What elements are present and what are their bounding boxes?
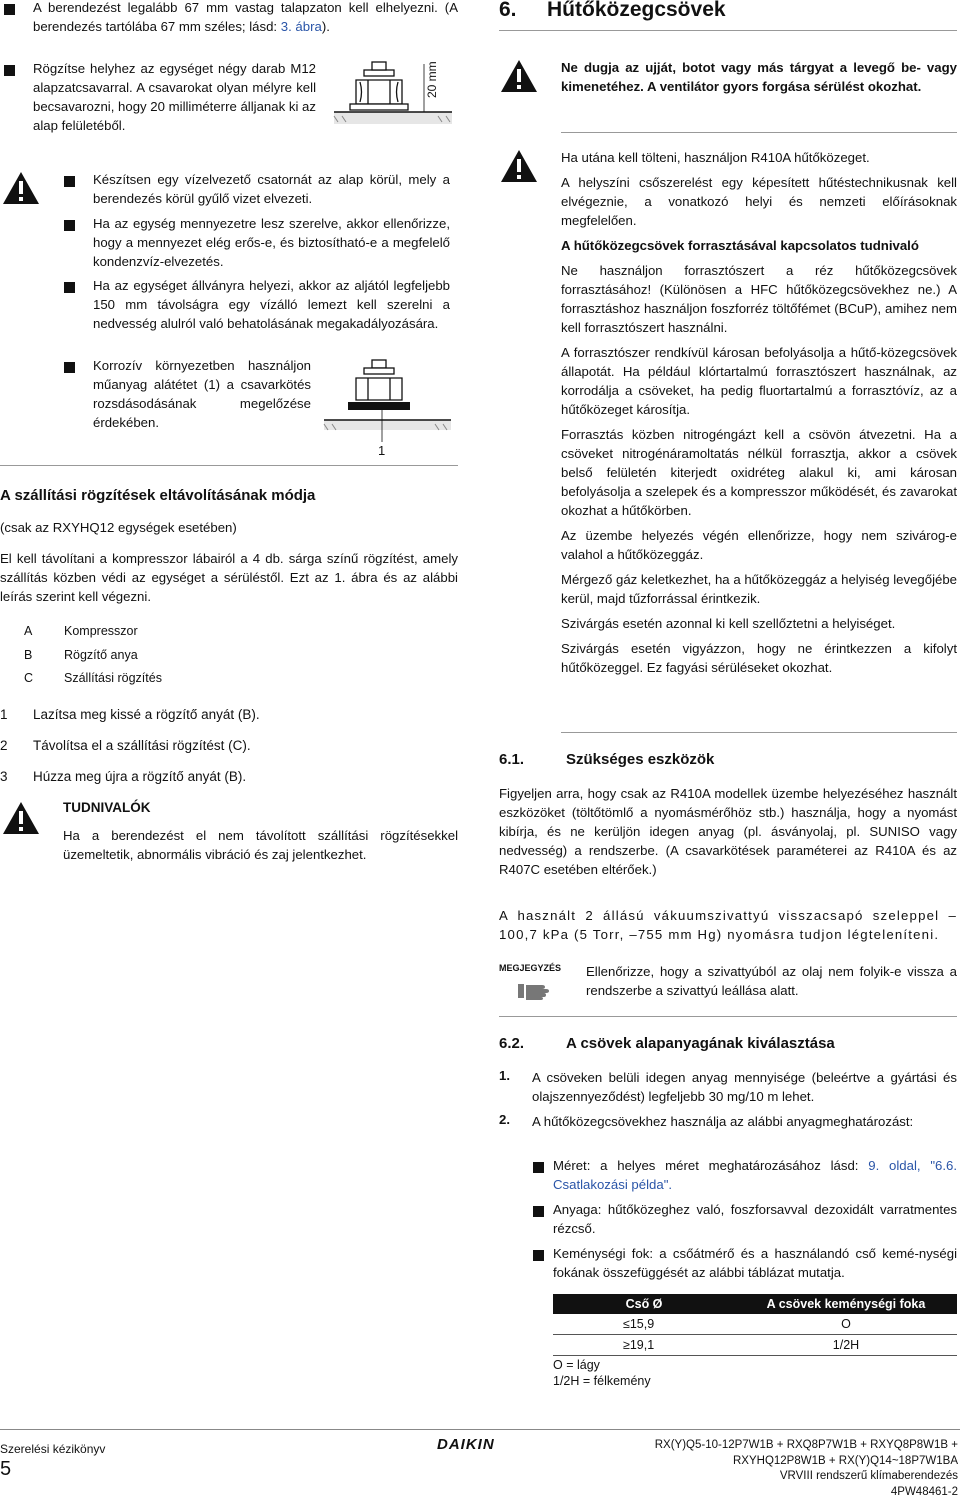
table-row: ≤15,9 O <box>553 1314 957 1335</box>
figure-callout-1: 1 <box>378 443 386 458</box>
warn-bullet-1: Készítsen egy vízelvezető csatornát az alap körül, mely a berendezés körül gyűlő vizet elvezeti. <box>93 172 450 206</box>
step-item: 3 Húzza meg újra a rögzítő anyát (B). <box>0 769 247 784</box>
left-bullet-2: Rögzítse helyhez az egységet négy darab M12 alapzatcsavarral. A csavarokat olyan mélyre kell becsavarozni, hogy 20 milliméterre álljanak ki az alap felületéből. <box>33 61 316 133</box>
divider <box>499 1016 957 1017</box>
list-number: 1. <box>499 1068 510 1083</box>
warn-bullet-4: Korrozív környezetben használjon műanyag alátétet (1) a csavarkötés rozsdásodásának megelőzése érdekében. <box>93 358 311 430</box>
note-text: Ha a berendezést el nem távolított szállítási rögzítésekkel üzemeltetik, abnormális vibráció és zaj jelentkezhet. <box>63 828 458 862</box>
warning-icon <box>2 170 40 206</box>
bullet-square <box>64 282 75 293</box>
bullet-square <box>4 4 15 15</box>
section-6-1-title: Szükséges eszközök <box>566 751 715 768</box>
vacuum-pump-text: A használt 2 állású vákuumszivattyú visszacsapó szeleppel –100,7 kPa (5 Torr, –755 mm Hg) nyomásra tudjon légteleníteni. <box>499 908 957 942</box>
table-legend-soft: O = lágy <box>553 1358 600 1372</box>
section-number: 6. <box>499 0 517 21</box>
footer-model-info: RX(Y)Q5-10-12P7W1B + RXQ8P7W1B + RXYQ8P8W1B + RXYHQ12P8W1B + RX(Y)Q14~18P7W1BA VRVIII rendszerű klímaberendezés 4PW48461-2 <box>654 1439 958 1498</box>
bullet-square <box>533 1250 544 1261</box>
section-heading-shipping: A szállítási rögzítések eltávolításának módja <box>0 487 316 504</box>
table-row: ≥19,1 1/2H <box>553 1335 957 1356</box>
daikin-logo: DAIKIN <box>437 1436 495 1453</box>
bolt-figure-20mm <box>328 58 458 138</box>
divider <box>0 465 458 466</box>
material-bullet-hardness: Keménységi fok: a csőátmérő és a használandó cső kemé-nységi fokának összefüggését az alábbi táblázat mutatja. <box>553 1246 957 1280</box>
section-6-1-number: 6.1. <box>499 751 525 768</box>
list-number: 2. <box>499 1112 510 1127</box>
bolt-washer-figure <box>320 358 455 458</box>
left-bullet-1-text: A berendezést legalább 67 mm vastag talapzaton kell elhelyezni. (A berendezés tartólába 67 mm széles; lásd: 3. ábra). <box>33 0 458 34</box>
legend-item: C Szállítási rögzítés <box>24 671 162 685</box>
divider <box>561 132 957 133</box>
hardness-table <box>553 1294 957 1356</box>
section-6-2-title: A csövek alapanyagának kiválasztása <box>566 1035 835 1052</box>
footer-divider <box>0 1429 960 1430</box>
refrigerant-warnings: Ha utána kell tölteni, használjon R410A hűtőközeget. A helyszíni csőszerelést egy képesített hűtéstechnikusnak kell elvégeznie, a vonatkozó helyi és nemzeti előírásoknak megfelelően. A hűtőközegcsövek forrasztásával kapcsolatos tudnivaló Ne használjon forrasztószert a réz hűtőközegcsövek forrasztásához! (Különösen a HFC hűtőközegcsövekhez ne.) A forrasztáshoz használjon foszforréz töltőfémet (BCuP), amihez nem kell forrasztószert használni. A forrasztószer rendkívül károsan befolyásolja a hűtő-közegcsövek állapotát. Ha például klórtartalmú forrasztószert használnak, az korrodálja a csöveket, ha pedig fluortartalmú a forrasztóvíz, az a hűtőközeget károsítja. Forrasztás közben nitrogéngázt kell a csövön átvezetni. Ha a csöveket nitrogénáramoltatás nélkül forrasztja, akkor a csövek belső felületén kiterjedt oxidréteg alakul ki, ami károsan befolyásolja a szelepek és a kompresszor működését, és zavarokat okozhat a hűtőkörben. Az üzembe helyezés végén ellenőrizze, hogy nem szivárog-e valahol a hűtőközeggáz. Mérgező gáz keletkezhet, ha a hűtőközeggáz a helyiség levegőjébe kerül, majd tűzforrással érintkezik. Szivárgás esetén azonnal ki kell szellőztetni a helyiséget. Szivárgás esetén vigyázzon, hogy ne érintkezzen a kifolyt hűtőközeggel. Ez fagyási sérüléseket okozhat. <box>561 150 957 675</box>
note-title: TUDNIVALÓK <box>63 800 151 815</box>
pointing-hand-icon <box>516 978 554 1002</box>
note-label: MEGJEGYZÉS <box>499 963 562 973</box>
table-header: A csövek keménységi foka <box>735 1294 957 1314</box>
warning-icon <box>500 148 538 184</box>
divider <box>499 30 957 31</box>
section-subheading: (csak az RXYHQ12 egységek esetében) <box>0 520 237 535</box>
bullet-square <box>533 1162 544 1173</box>
table-header: Cső Ø <box>553 1294 735 1314</box>
warning-icon <box>2 800 40 836</box>
bullet-square <box>64 362 75 373</box>
material-bullet-type: Anyaga: hűtőközeghez való, foszforsavval dezoxidált varratmentes rézcső. <box>553 1202 957 1236</box>
note-text-pump: Ellenőrizze, hogy a szivattyúból az olaj nem folyik-e vissza a rendszerbe a szivattyú leállása alatt. <box>586 964 957 998</box>
divider <box>561 732 957 733</box>
legend-item: B Rögzítő anya <box>24 647 138 662</box>
step-item: 2 Távolítsa el a szállítási rögzítést (C). <box>0 738 251 753</box>
shipping-intro: El kell távolítani a kompresszor lábairól a 4 db. sárga színű rögzítést, amely szállítás közben védi az egységet a sérüléstől. Ezt az 1. ábra és az alábbi leírás szerint kell végezni. <box>0 551 458 604</box>
legend-list <box>24 620 162 691</box>
tools-text: Figyeljen arra, hogy csak az R410A modellek üzembe helyezéséhez használt eszközöket (töltőtömlő a nyomásmérőhöz stb.) használja, hogy a nyomást kibírja, és ne kerüljön idegen anyag (pl. ásványolaj, pl. SUNISO vagy nedvesség) a rendszerbe. (A csavarkötések paraméterei az R410A és az R407C esetében eltérőek.) <box>499 786 957 877</box>
material-item-1: A csöveken belüli idegen anyag mennyisége (beleértve a gyártási és olajszennyeződést) legfeljebb 30 mg/10 m lehet. <box>532 1070 957 1104</box>
page-link[interactable]: 9. oldal, "6.6. Csatlakozási példa". <box>553 1158 957 1192</box>
legend-item: A Kompresszor <box>24 624 138 638</box>
bullet-square <box>4 65 15 76</box>
warn-bullet-3: Ha az egységet állványra helyezi, akkor az aljától legfeljebb 150 mm távolságra egy vízálló lemezt kell szerelni a nedvesség alulról való behatolásának megakadályozására. <box>93 278 450 331</box>
bullet-square <box>64 176 75 187</box>
material-item-2: A hűtőközegcsövekhez használja az alábbi anyagmeghatározást: <box>532 1114 914 1129</box>
section-6-2-number: 6.2. <box>499 1035 525 1052</box>
fan-warning: Ne dugja az ujját, botot vagy más tárgyat a levegő be- vagy kimenetéhez. A ventilátor gyors forgása sérülést okozhat. <box>561 60 957 94</box>
bullet-square <box>64 220 75 231</box>
left-bullet-1 <box>33 0 458 36</box>
warning-icon <box>500 58 538 94</box>
figure-link[interactable]: 3. ábra <box>280 19 322 34</box>
material-bullet-size: Méret: a helyes méret meghatározásához lásd: 9. oldal, "6.6. Csatlakozási példa". <box>553 1158 957 1192</box>
step-item: 1 Lazítsa meg kissé a rögzítő anyát (B). <box>0 707 260 722</box>
footer-page-number: 5 <box>0 1458 12 1480</box>
steps-list <box>0 699 260 792</box>
table-legend-half: 1/2H = félkemény <box>553 1374 651 1388</box>
warn-bullet-2: Ha az egység mennyezetre lesz szerelve, akkor ellenőrizze, hogy a mennyezet elég erős-e, és biztosítható-e a megfelelő kondenzvíz-elvezetés. <box>93 216 450 269</box>
dimension-label-20mm: 20 mm <box>425 61 439 98</box>
section-title: Hűtőközegcsövek <box>547 0 726 21</box>
footer-manual-title: Szerelési kézikönyv <box>0 1442 106 1456</box>
bullet-square <box>533 1206 544 1217</box>
